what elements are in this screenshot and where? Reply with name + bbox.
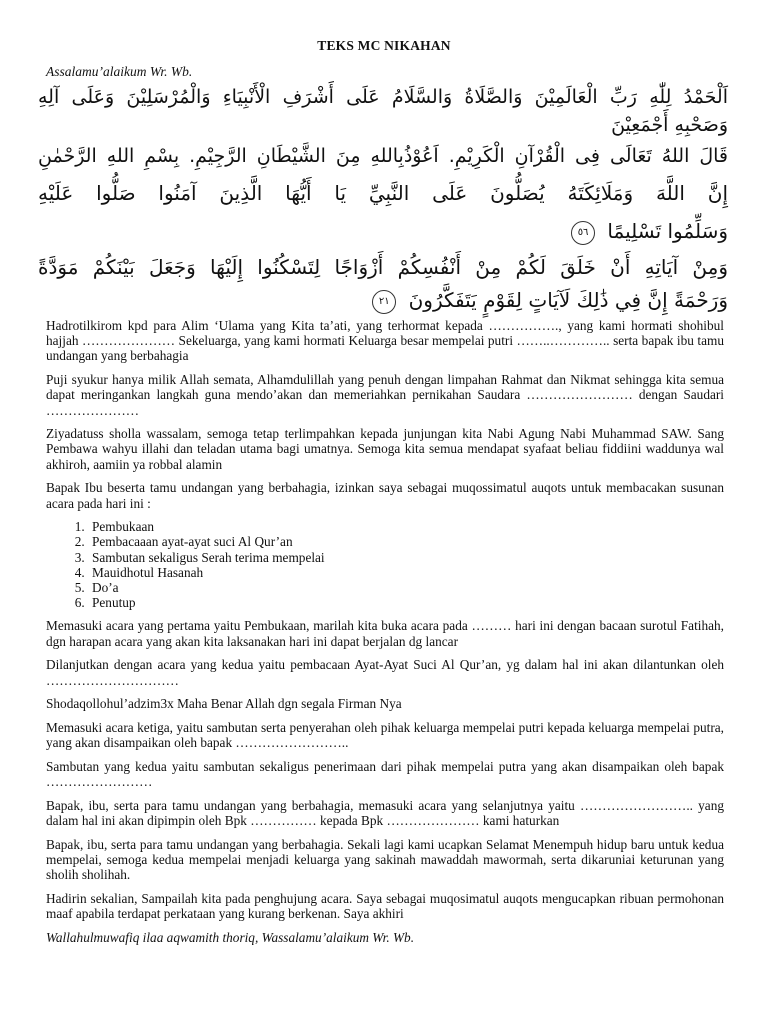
ayah-number-marker: ٢١ [372,290,396,314]
arabic-verse-text: وَسَلِّمُوا تَسْلِيمًا [607,219,728,243]
paragraph-quran-recitation: Dilanjutkan dengan acara yang kedua yaitu pembacaan Ayat-Ayat Suci Al Qur’an, yg dalam hal ini akan dilantunkan oleh ………………………… [46,657,724,688]
agenda-item: 3. Sambutan sekaligus Serah terima mempelai [88,550,724,565]
paragraph-agenda-intro: Bapak Ibu beserta tamu undangan yang berbahagia, izinkan saya sebagai muqossimatul auqots untuk membacakan susunan acara pada hari ini : [46,480,724,511]
arabic-line-3: قَالَ اللهُ تَعَالَى فِى الْقُرْآنِ الْكَرِيْمِ. اَعُوْذُبِاللهِ مِنَ الشَّيْطَانِ الرَّجِيْمِ. بِسْمِ اللهِ الرَّحْمٰنِ [38,145,728,167]
paragraph-salawat: Ziyadatuss sholla wassalam, semoga tetap terlimpahkan kepada junjungan kita Nabi Agung Nabi Muhammad SAW. Sang Pembawa wahyu illahi dan teladan utama bagi umatnya. Semoga kita semua mendapat syafaat beliau fiddiini waddunya wal akhiroh, aamiin ya robbal alamin [46,426,724,472]
arabic-verse-line-2 [571,219,728,245]
paragraph-praise: Puji syukur hanya milik Allah semata, Alhamdulillah yang penuh dengan limpahan Rahmat dan Nikmat sehingga kita semua dapat meringankan langkah guna mendo’akan dan memeriahkan pernikahan Saudara …………………… dengan Saudari ………………… [46,372,724,418]
paragraph-congratulations: Bapak, ibu, serta para tamu undangan yang berbahagia. Sekali lagi kami ucapkan Selamat Menempuh hidup baru untuk kedua mempelai, semoga kedua mempelai menjadi keluarga yang sakinah mawaddah mawormah, serta dikaruniai keturunan yang sholih sholihah. [46,836,724,883]
arabic-verse-text: وَرَحْمَةً إِنَّ فِي ذَٰلِكَ لَآيَاتٍ لِقَوْمٍ يَتَفَكَّرُونَ [408,288,728,312]
paragraph-next-event: Bapak, ibu, serta para tamu undangan yang berbahagia, memasuki acara yang selanjutnya yaitu …………………….. yang dalam hal ini akan dipimpin oleh Bpk …………… kepada Bpk ………………… kami haturkan [46,797,724,828]
paragraph-third-event: Memasuki acara ketiga, yaitu sambutan serta penyerahan oleh pihak keluarga mempelai putri kepada keluarga mempelai putra, yang akan disampaikan oleh bapak …………………….. [46,719,724,751]
paragraph-opening-address: Hadrotilkirom kpd para Alim ‘Ulama yang Kita ta’ati, yang terhormat kepada ……………., yang kami hormati shohibul hajjah ………………… Sekeluarga, yang kami hormati Keluarga besar mempelai putri ……..………….. serta bapak ibu tamu undangan yang berbahagia [46,318,724,364]
agenda-item: 2. Pembacaaan ayat-ayat suci Al Qur’an [88,534,724,549]
document-title: TEKS MC NIKAHAN [317,38,451,53]
agenda-item: 5. Do’a [88,580,724,595]
agenda-item: 6. Penutup [88,595,724,610]
closing-greeting: Wallahulmuwafiq ilaa aqwamith thoriq, Wassalamu’alaikum Wr. Wb. [46,929,415,945]
ayah-number-marker: ٥٦ [571,221,595,245]
paragraph-second-speech: Sambutan yang kedua yaitu sambutan sekaligus penerimaan dari pihak mempelai putra yang akan disampaikan oleh bapak …………………… [46,758,724,790]
document-body [46,318,724,953]
paragraph-shodaqollah: Shodaqollohul’adzim3x Maha Benar Allah dgn segala Firman Nya [46,696,402,712]
arabic-line-1: اَلْحَمْدُ لِلّٰهِ رَبِّ الْعَالَمِيْنَ وَالصَّلَاةُ وَالسَّلَامُ عَلَى أَشْرَفِ الْأَنْبِيَاءِ وَالْمُرْسَلِيْنَ وَعَلَى آلِهِ [38,86,728,108]
agenda-item: 4. Mauidhotul Hasanah [88,565,724,580]
arabic-verse-line-4 [372,288,728,314]
agenda-item: 1. Pembukaan [88,519,724,534]
paragraph-opening-event: Memasuki acara yang pertama yaitu Pembukaan, marilah kita buka acara pada ……… hari ini dengan bacaan surotul Fatihah, dgn harapan acara yang akan kita laksanakan hari ini dapat berjalan dg lancar [46,618,724,649]
arabic-verse-line-1: إِنَّ اللَّهَ وَمَلَائِكَتَهُ يُصَلُّونَ عَلَى النَّبِيِّ يَا أَيُّهَا الَّذِينَ آمَنُوا صَلُّوا عَلَيْهِ [38,181,728,205]
opening-greeting: Assalamu’alaikum Wr. Wb. [46,64,193,79]
arabic-line-2: وَصَحْبِهِ أَجْمَعِيْنَ [611,114,728,136]
arabic-verse-line-3: وَمِنْ آيَاتِهِ أَنْ خَلَقَ لَكُمْ مِنْ أَنْفُسِكُمْ أَزْوَاجًا لِتَسْكُنُوا إِلَيْهَا وَجَعَلَ بَيْنَكُمْ مَوَدَّةً [38,255,728,279]
agenda-list [46,519,724,610]
paragraph-closing-apology: Hadirin sekalian, Sampailah kita pada penghujung acara. Saya sebagai muqosimatul auqots mengucapkan ribuan permohonan maaf apabila terdapat perkataan yang kurang berkenan. Saya akhiri [46,890,724,921]
